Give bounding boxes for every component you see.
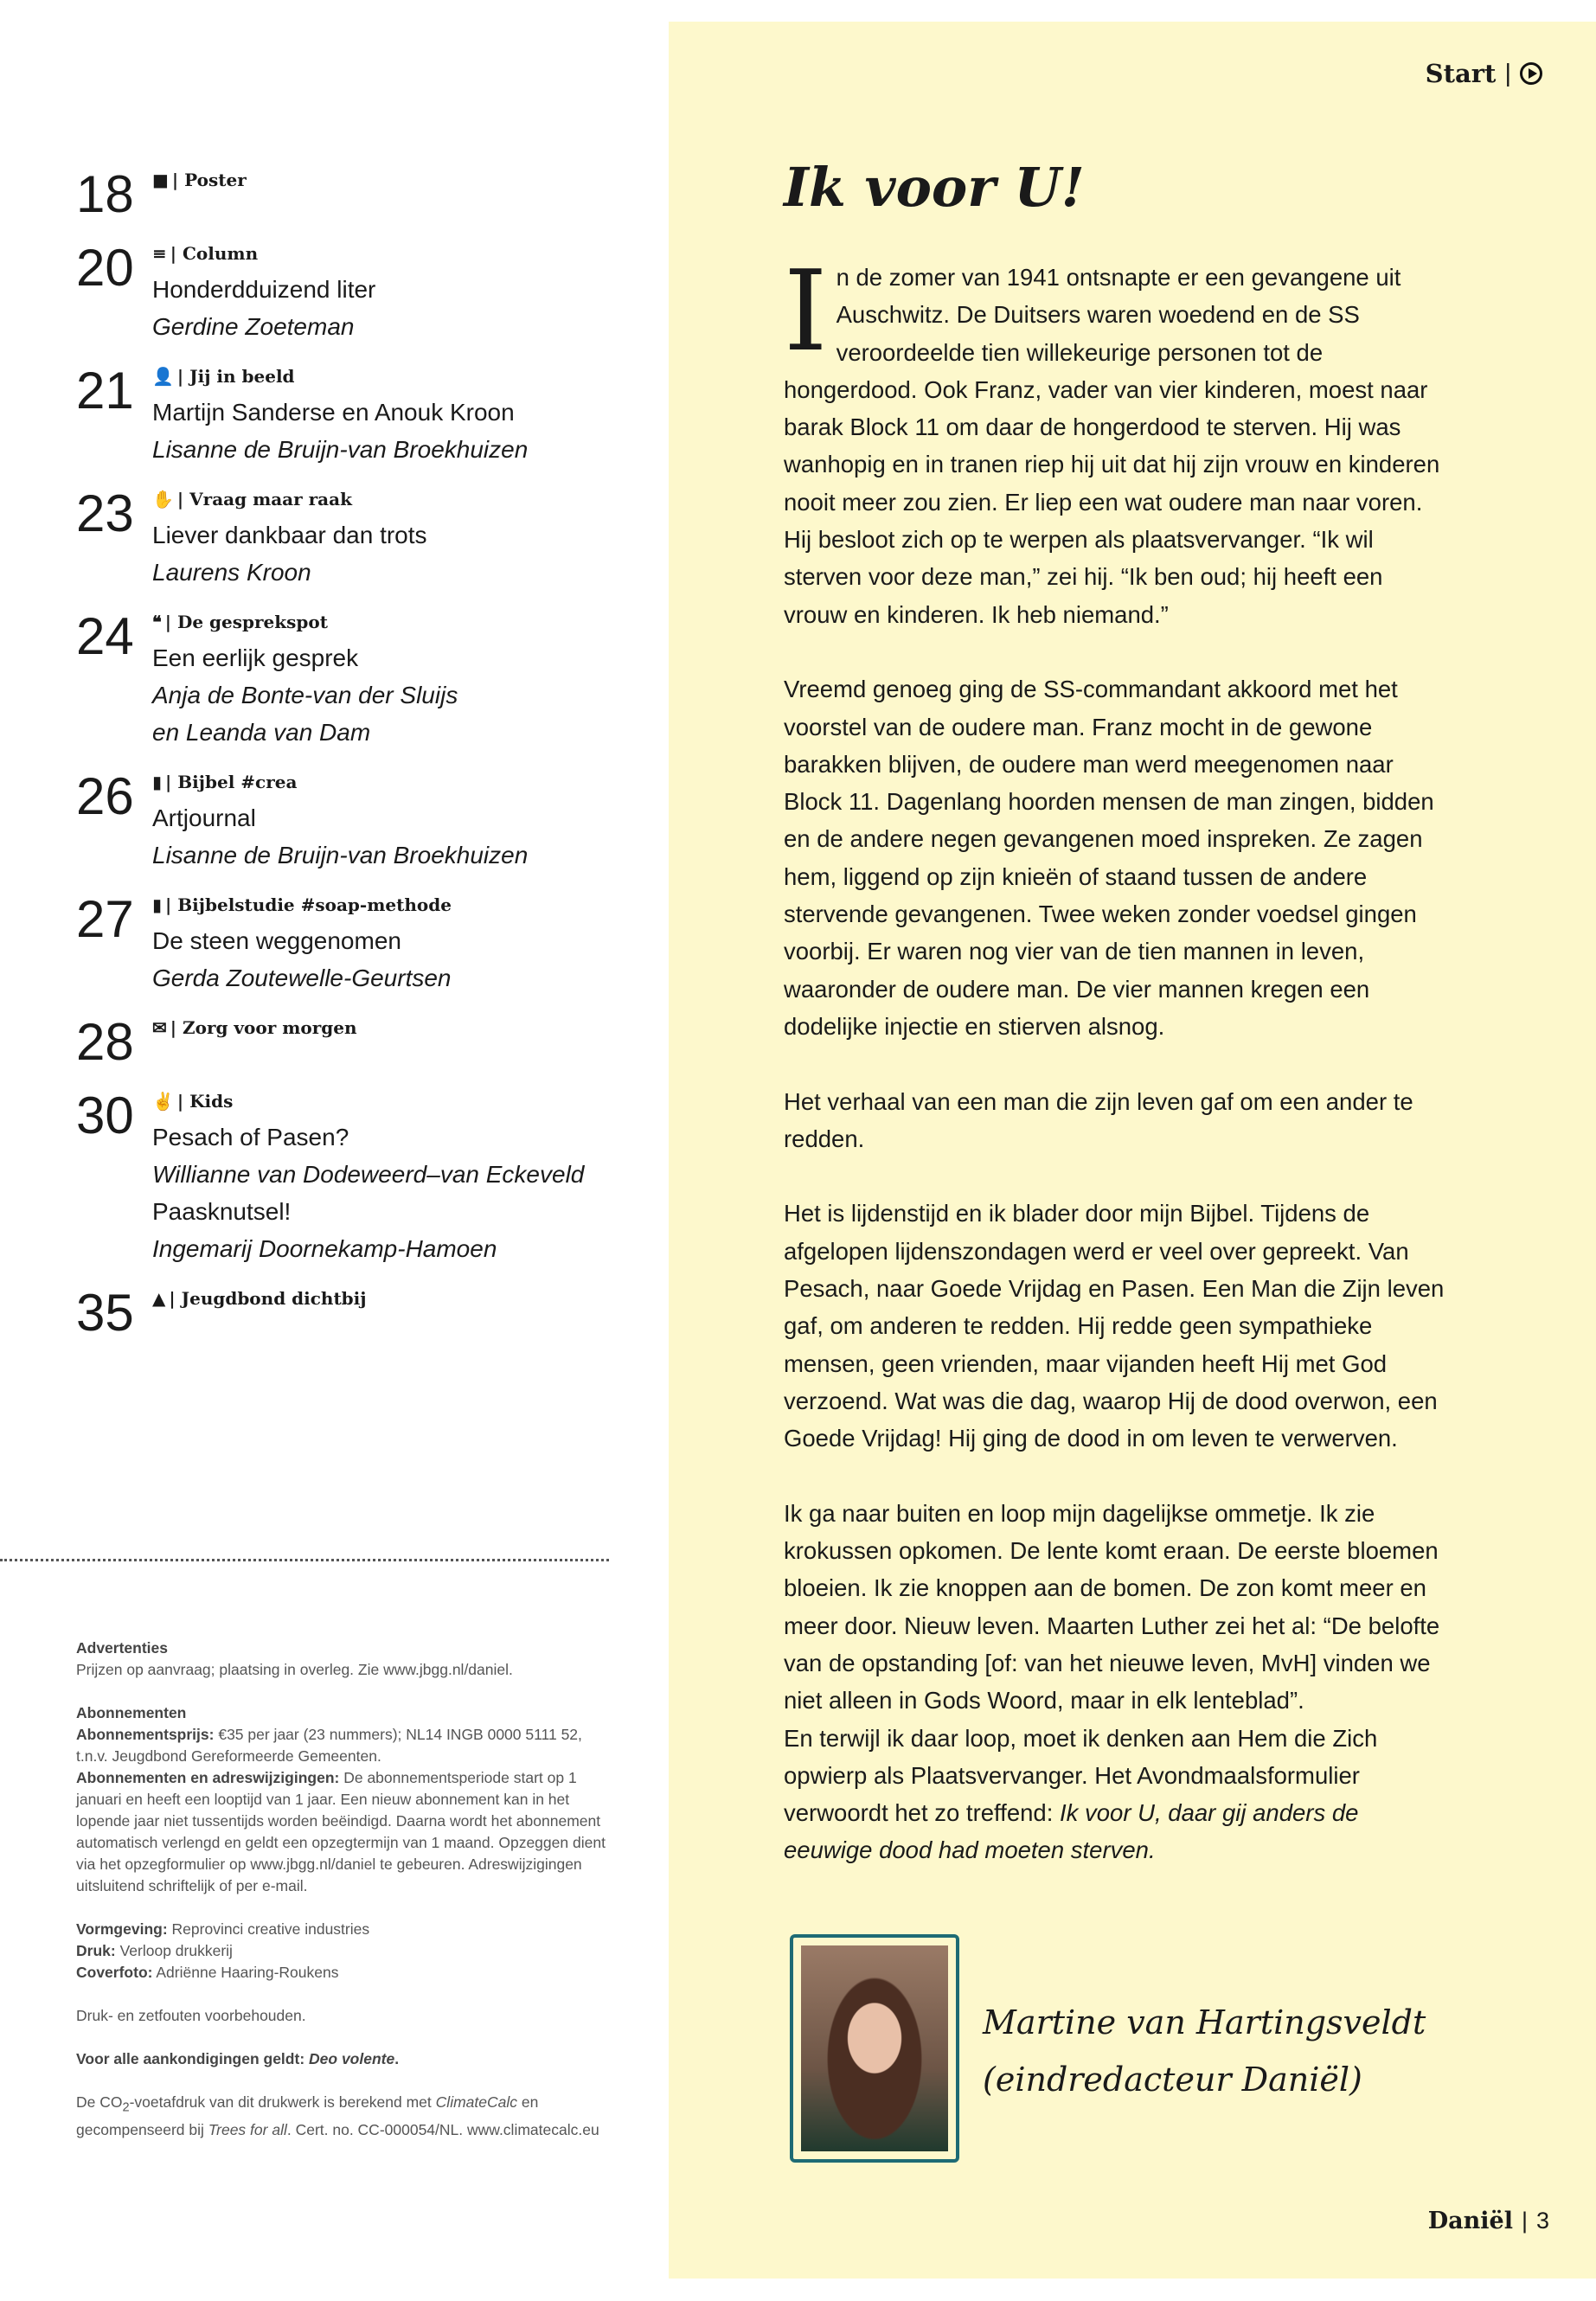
section-icon: ▲	[152, 1288, 166, 1309]
toc-section-label	[152, 605, 458, 639]
toc-item[interactable]	[76, 607, 595, 751]
toc-page-number: 20	[76, 239, 134, 297]
toc-section-label	[152, 163, 247, 197]
dv-text: Deo volente	[309, 2050, 395, 2067]
toc-author: Ingemarij Doornekamp-Hamoen	[152, 1235, 497, 1262]
design-text: Reprovinci creative industries	[171, 1920, 370, 1938]
print-text: Verloop drukkerij	[119, 1942, 233, 1959]
toc-page-number: 21	[76, 362, 134, 420]
footer-separator: |	[1521, 2208, 1528, 2234]
toc-title: Martijn Sanderse en Anouk Kroon	[152, 399, 515, 426]
paragraph-6-quote: Ik voor U, daar gij anders de eeuwige dood had moeten sterven.	[784, 1799, 1359, 1864]
section-icon: ■	[152, 170, 169, 190]
toc-author: Willianne van Dodeweerd–van Eckeveld	[152, 1161, 585, 1188]
play-circle-icon	[1520, 62, 1542, 85]
co2-sub: 2	[122, 2100, 130, 2115]
toc-section-label	[152, 1281, 367, 1316]
paragraph-3: Het verhaal van een man die zijn leven gaf om een ander te redden.	[784, 1087, 1413, 1152]
toc-author: Laurens Kroon	[152, 559, 311, 586]
section-name: | Poster	[171, 170, 247, 190]
section-name: | Bijbel #crea	[165, 772, 298, 792]
start-label: Start	[1425, 59, 1497, 88]
section-icon: ❝	[152, 612, 162, 632]
section-icon: 👤	[152, 366, 174, 387]
page-number: 3	[1535, 2208, 1549, 2234]
section-name: | Jeugdbond dichtbij	[169, 1288, 367, 1309]
author-photo	[801, 1945, 948, 2151]
co2-calc: ClimateCalc	[435, 2093, 517, 2111]
page-footer	[1428, 2208, 1549, 2234]
start-link[interactable]	[1426, 59, 1542, 88]
toc-section-label	[152, 359, 528, 394]
toc-item[interactable]	[76, 362, 595, 468]
toc-title: Liever dankbaar dan trots	[152, 522, 427, 548]
toc-author: Lisanne de Bruijn-van Broekhuizen	[152, 842, 529, 868]
toc-title: Honderdduizend liter	[152, 276, 376, 303]
toc-author: Lisanne de Bruijn-van Broekhuizen	[152, 436, 529, 463]
section-icon: ≡	[152, 243, 167, 264]
signature-name: Martine van Hartingsveldt	[983, 2003, 1426, 2041]
dv-label: Voor alle aankondigingen geldt:	[76, 2050, 305, 2067]
toc-item[interactable]	[76, 1086, 595, 1267]
section-icon: ✉	[152, 1017, 167, 1038]
section-name: | Column	[170, 243, 259, 264]
toc-title: Paasknutsel!	[152, 1198, 292, 1225]
section-name: | Jij in beeld	[176, 366, 295, 387]
toc-page-number: 18	[76, 165, 134, 223]
co2-a: De CO	[76, 2093, 123, 2111]
design-label: Vormgeving:	[76, 1920, 168, 1938]
toc-author: Gerdine Zoeteman	[152, 313, 355, 340]
toc-author: Anja de Bonte-van der Sluijs	[152, 682, 458, 708]
ads-text: Prijzen op aanvraag; plaatsing in overleg. Zie www.jbgg.nl/daniel.	[76, 1661, 513, 1678]
toc-page-number: 27	[76, 890, 134, 948]
co2-note	[76, 2092, 612, 2141]
toc-section-label	[152, 1084, 584, 1118]
price-label: Abonnementsprijs:	[76, 1726, 215, 1743]
changes-text: De abonnementsperiode start op 1 januari en heeft een looptijd van 1 jaar. Een nieuw abonnement kan in het lopende jaar niet tussentijds worden beëindigd. Daarna wordt het abonnement automatisch verlengd en geldt een opzegtermijn van 1 maand. Opzeggen dient via het opzegformulier op www.jbgg.nl/daniel te gebeuren. Adreswijzigingen uitsluitend schriftelijk of per e-mail.	[76, 1769, 606, 1894]
colophon: Advertenties Prijzen op aanvraag; plaatsing in overleg. Zie www.jbgg.nl/daniel. Abonnementen Abonnementsprijs: €35 per jaar (23 nummers); NL14 INGB 0000 5111 52, t.n.v. Jeugdbond Gereformeerde Gemeenten. Abonnementen en adreswijzigingen: De abonnementsperiode start op 1 januari en heeft een looptijd van 1 jaar. Een nieuw abonnement kan in het lopende jaar niet tussentijds worden beëindigd. Daarna wordt het abonnement automatisch verlengd en geldt een opzegtermijn van 1 maand. Opzeggen dient via het opzegformulier op www.jbgg.nl/daniel te gebeuren. Adreswijzigingen uitsluitend schriftelijk of per e-mail. Vormgeving: Reprovinci creative industries Druk: Verloop drukkerij Coverfoto: Adriënne Haaring-Roukens Druk- en zetfouten voorbehouden. Voor alle aankondigingen geldt: Deo volente. De $CO_2$-voetafdruk van dit drukwerk is berekend met ClimateCalc en gecompenseerd bij Trees for all. Cert. no. CC-000054/NL. www.climatecalc.eu	[76, 1638, 612, 2163]
section-icon: ▮	[152, 894, 163, 915]
author-photo-frame	[790, 1934, 959, 2163]
co2-b: -voetafdruk van dit drukwerk is berekend met	[129, 2093, 432, 2111]
co2-d: . Cert. no. CC-000054/NL. www.climatecalc.eu	[286, 2120, 599, 2138]
toc-title: Artjournal	[152, 804, 256, 831]
toc-title: De steen weggenomen	[152, 927, 401, 954]
signature-role: (eindredacteur Daniël)	[983, 2061, 1362, 2099]
co2-c: en gecompenseerd bij	[76, 2093, 539, 2138]
dotted-divider	[0, 1559, 609, 1561]
toc-page-number: 24	[76, 607, 134, 665]
subs-heading: Abonnementen	[76, 1704, 187, 1721]
cover-text: Adriënne Haaring-Roukens	[156, 1964, 339, 1981]
toc-section-label	[152, 1010, 357, 1045]
price-text: €35 per jaar (23 nummers); NL14 INGB 0000 5111 52, t.n.v. Jeugdbond Gereformeerde Gemeenten.	[76, 1726, 582, 1765]
cover-label: Coverfoto:	[76, 1964, 153, 1981]
toc-item[interactable]	[76, 165, 595, 223]
toc-item[interactable]	[76, 890, 595, 997]
table-of-contents	[76, 165, 595, 1362]
section-name: | Vraag maar raak	[176, 489, 352, 510]
section-name: | Zorg voor morgen	[170, 1017, 357, 1038]
paragraph-6: En terwijl ik daar loop, moet ik denken aan Hem die Zich opwierp als Plaatsvervanger. Het Avondmaalsformulier verwoordt het zo treffend:	[784, 1724, 1378, 1827]
errors-note: Druk- en zetfouten voorbehouden.	[76, 2007, 306, 2024]
paragraph-2: Vreemd genoeg ging de SS-commandant akkoord met het voorstel van de oudere man. Franz mocht in de gewone barakken blijven, de oudere man werd meegenomen naar Block 11. Dagenlang hoorden mensen de man zingen, bidden en de andere negen gevangenen moed inspreken. Ze zagen hem, liggend op zijn knieën of staand tussen de andere stervende gevangenen. Twee weken zonder voedsel gingen voorbij. Er waren nog vier van de tien mannen in leven, waaronder de oudere man. De vier mannen kregen een dodelijke injectie en stierven alsnog.	[784, 676, 1434, 1040]
paragraph-4: Het is lijdenstijd en ik blader door mijn Bijbel. Tijdens de afgelopen lijdenszondagen werd er veel over gepreekt. Van Pesach, naar Goede Vrijdag en Pasen. Een Man die Zijn leven gaf, om anderen te redden. Hij redde geen sympathieke mensen, geen vrienden, maar vijanden heeft Hij met God verzoend. Wat was die dag, waarop Hij de dood overwon, een Goede Vrijdag! Hij ging de dood in om leven te verwerven.	[784, 1200, 1445, 1452]
separator: |	[1504, 59, 1511, 87]
section-icon: ✌	[152, 1091, 174, 1112]
toc-page-number: 30	[76, 1086, 134, 1144]
toc-title: Pesach of Pasen?	[152, 1124, 349, 1150]
article-body	[784, 247, 1448, 1907]
section-icon: ✋	[152, 489, 174, 510]
section-name: | De gesprekspot	[164, 612, 328, 632]
section-name: | Bijbelstudie #soap-methode	[165, 894, 452, 915]
toc-page-number: 23	[76, 484, 134, 542]
toc-author: en Leanda van Dam	[152, 719, 371, 746]
article-title: Ik voor U!	[784, 156, 1085, 219]
toc-title: Een eerlijk gesprek	[152, 644, 359, 671]
toc-section-label	[152, 765, 528, 799]
toc-section-label	[152, 236, 375, 271]
changes-label: Abonnementen en adreswijzigingen:	[76, 1769, 340, 1786]
toc-item[interactable]	[76, 1284, 595, 1342]
toc-section-label	[152, 888, 452, 922]
section-name: | Kids	[176, 1091, 234, 1112]
toc-item[interactable]	[76, 484, 595, 591]
print-label: Druk:	[76, 1942, 116, 1959]
paragraph-1: n de zomer van 1941 ontsnapte er een gevangene uit Auschwitz. De Duitsers waren woedend en de SS veroordeelde tien willekeurige personen tot de hongerdood. Ook Franz, vader van vier kinderen, moest naar barak Block 11 om daar de hongerdood te sterven. Hij was wanhopig en in tranen riep hij uit dat hij zijn vrouw en kinderen nooit meer zou zien. Er liep een wat oudere man naar voren. Hij besloot zich op te werpen als plaatsvervanger. “Ik wil sterven voor deze man,” zei hij. “Ik ben oud; hij heeft een vrouw en kinderen. Ik heb niemand.”	[784, 264, 1440, 628]
toc-item[interactable]	[76, 1013, 595, 1071]
toc-page-number: 26	[76, 767, 134, 825]
toc-item[interactable]	[76, 239, 595, 345]
toc-page-number: 35	[76, 1284, 134, 1342]
ads-heading: Advertenties	[76, 1639, 169, 1657]
toc-page-number: 28	[76, 1013, 134, 1071]
toc-author: Gerda Zoutewelle-Geurtsen	[152, 965, 452, 991]
magazine-name: Daniël	[1427, 2208, 1513, 2234]
signature	[983, 1994, 1426, 2108]
drop-cap: I	[784, 247, 828, 376]
co2-trees: Trees for all	[208, 2120, 287, 2138]
section-icon: ▮	[152, 772, 163, 792]
toc-section-label	[152, 482, 427, 516]
toc-item[interactable]	[76, 767, 595, 874]
paragraph-5: Ik ga naar buiten en loop mijn dagelijkse ommetje. Ik zie krokussen opkomen. De lente komt eraan. De eerste bloemen bloeien. Ik zie knoppen aan de bomen. De zon komt meer en meer door. Nieuw leven. Maarten Luther zei het al: “De belofte van de opstanding [of: van het nieuwe leven, MvH] vinden we niet alleen in Gods Woord, maar in elk lenteblad”.	[784, 1499, 1440, 1715]
